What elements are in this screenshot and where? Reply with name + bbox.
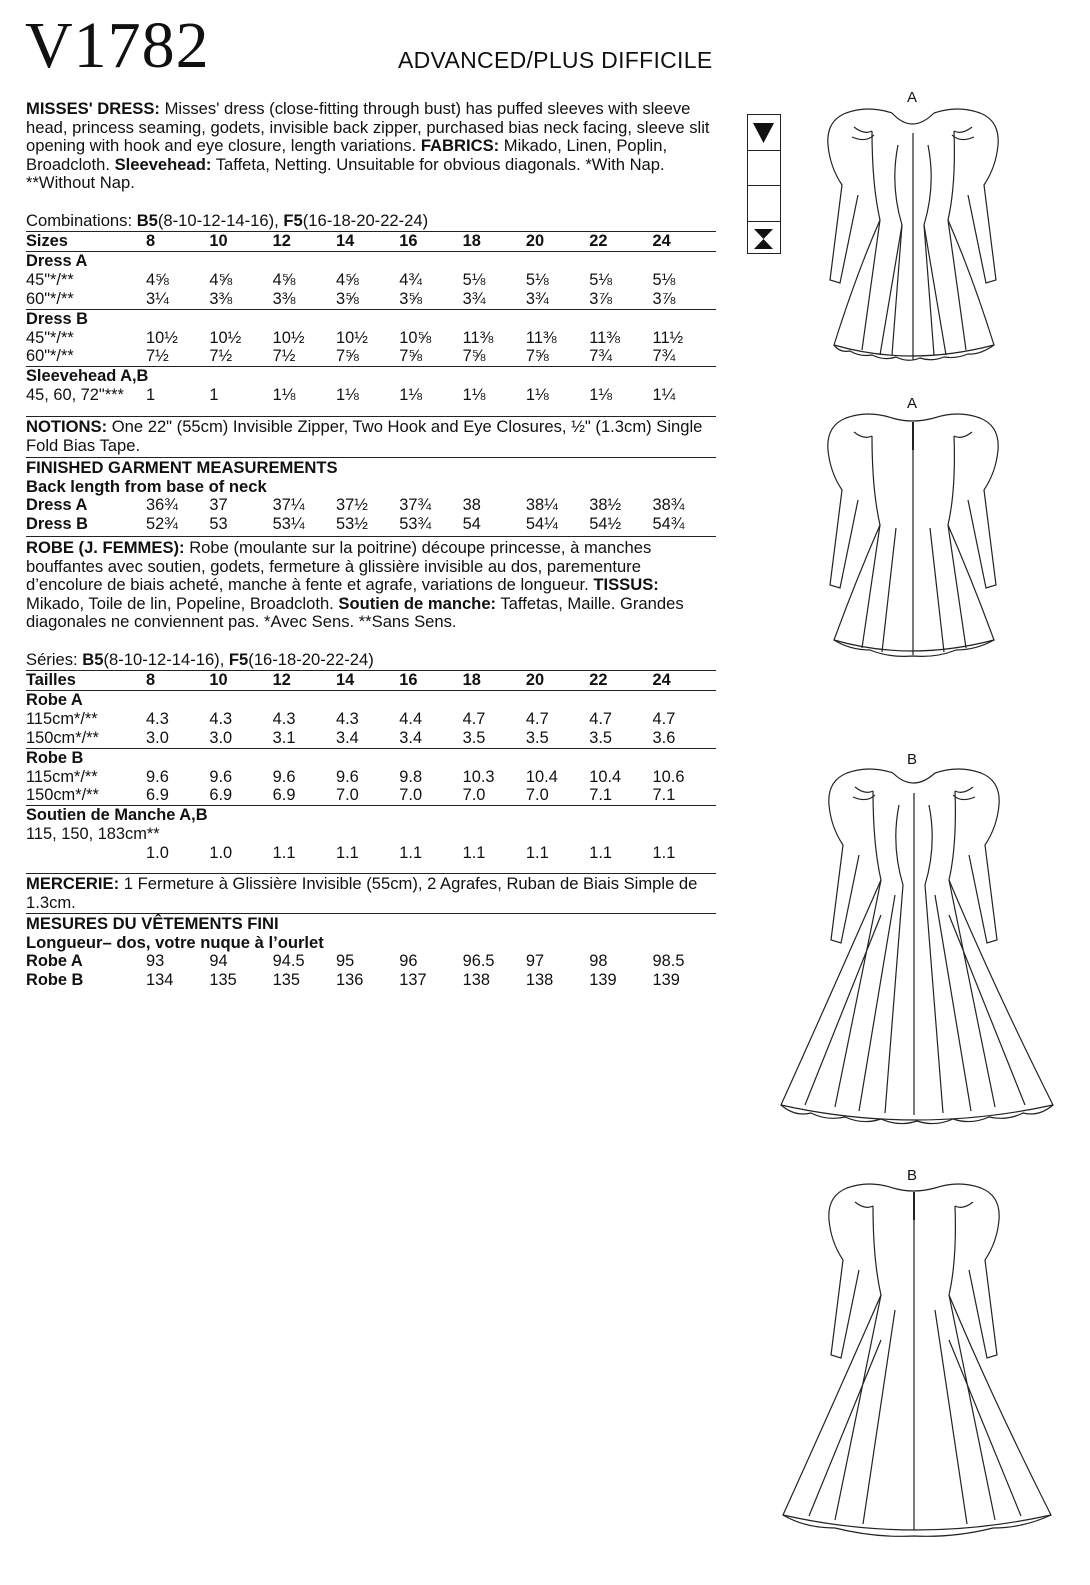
yardage-cell: 4.7 [525,709,549,728]
measurement-cell: 54¼ [525,514,558,533]
size-cell: 20 [526,671,589,691]
yardage-cell: 4¾ [399,270,423,289]
english-notions: NOTIONS: One 22" (55cm) Invisible Zipper, Two Hook and Eye Closures, ½" (1.3cm) Single Fold Bias Tape. [26,416,716,455]
group-title-row: Dress B [26,309,716,328]
size-cell: 8 [146,671,209,691]
yardage-cell: 7.0 [462,786,486,805]
yardage-cell: 7.1 [652,786,676,805]
measurement-cell: 138 [462,970,490,989]
english-description: MISSES' DRESS: Misses' dress (close-fitting through bust) has puffed sleeves with sleeve head, princess seaming, godets, invisible back zipper, purchased bias neck facing, sleeve slit opening with hook and eye closure, length variations. FABRICS: Mikado, Linen, Poplin, Broadcloth. Sleevehead: Taffeta, Netting. Unsuitable for obvious diagonals. *With Nap. **Without Nap. [26,99,710,193]
english-yardage-table [26,231,716,405]
yardage-cell: 3.5 [462,728,486,747]
yardage-row: 45"*/** 10½ 10½ 10½ 10½ 10⅝ 11⅜ 11⅜ 11⅜ 11½ [26,329,716,348]
size-cell: 12 [273,671,336,691]
figure-label: A [907,395,918,412]
yardage-cell: 1⅛ [462,386,486,405]
group-title-row: Robe B [26,748,716,767]
yardage-cell: 7½ [209,347,233,366]
yardage-cell: 4⅝ [209,270,233,289]
measurement-cell: 97 [525,952,545,970]
yardage-cell: 7.0 [525,786,549,805]
group-title-row: Dress A [26,251,716,270]
yardage-cell: 3¾ [525,289,549,308]
measurement-cell: 37¼ [272,496,305,514]
finished-row: Robe B 134 135 135 136 137 138 138 139 139 [26,971,716,990]
yardage-cell: 4.3 [272,709,296,728]
measurement-cell: 38½ [589,496,622,514]
dress-b-front-illustration [775,765,1060,1125]
group-title-row: Soutien de Manche A,B [26,806,716,825]
measurement-cell: 54¾ [652,514,685,533]
yardage-cell: 7⅝ [399,347,423,366]
yardage-cell: 9.6 [272,767,296,786]
yardage-cell: 10.3 [462,767,495,786]
measurement-cell: 36¾ [146,496,178,514]
yardage-cell: 10½ [335,328,368,347]
yardage-cell: 5⅛ [652,270,676,289]
measurement-cell: 134 [146,970,174,989]
yardage-cell: 4.7 [589,709,613,728]
measurement-cell: 38¼ [525,496,558,514]
yardage-cell: 10½ [272,328,305,347]
nap-down-arrow-icon [748,115,780,151]
yardage-cell: 10.4 [589,767,622,786]
finished-title: FINISHED GARMENT MEASUREMENTS [26,458,338,477]
measurement-cell: 53¾ [399,514,432,533]
yardage-cell: 1 [146,386,156,405]
yardage-cell [589,825,652,844]
dress-a-front-illustration [810,105,1020,380]
blank-cell [748,151,780,187]
yardage-cell: 11⅜ [462,328,494,347]
yardage-cell: 9.8 [399,767,423,786]
yardage-cell [653,825,716,844]
yardage-cell: 10½ [209,328,242,347]
yardage-cell: 7½ [272,347,296,366]
yardage-cell: 1.1 [525,844,549,863]
yardage-cell [463,825,526,844]
yardage-cell: 10½ [146,328,178,347]
finished-row: Robe A 93 94 94.5 95 96 96.5 97 98 98.5 [26,952,716,971]
size-cell: 12 [273,232,336,252]
english-section [26,100,716,193]
yardage-row: 115cm*/** 9.6 9.6 9.6 9.6 9.8 10.3 10.4 10.4 10.6 [26,768,716,787]
yardage-row: 60"*/** 3¼ 3⅜ 3⅜ 3⅝ 3⅝ 3¾ 3¾ 3⅞ 3⅞ [26,290,716,309]
yardage-cell: 10⅝ [399,328,432,347]
yardage-cell: 3.0 [209,728,233,747]
hourglass-icon [748,222,780,257]
yardage-cell: 7¾ [652,347,676,366]
measurement-cell: 38¾ [652,496,685,514]
measurement-cell: 53½ [335,514,368,533]
yardage-cell: 3¾ [462,289,486,308]
measurement-cell: 94.5 [272,952,305,970]
yardage-cell: 1.1 [399,844,423,863]
yardage-row: 45, 60, 72"*** 1 1 1⅛ 1⅛ 1⅛ 1⅛ 1⅛ 1⅛ 1¼ [26,386,716,405]
finished-row: Dress A 36¾ 37 37¼ 37½ 37¾ 38 38¼ 38½ 38¾ [26,496,716,515]
group-title-row: Robe A [26,690,716,709]
size-cell: 24 [653,671,716,691]
yardage-cell: 1⅛ [272,386,296,405]
blank-cell [748,186,780,222]
measurement-cell: 98.5 [652,952,685,970]
yardage-cell [399,825,462,844]
size-cell: 18 [463,232,526,252]
yardage-cell: 3.5 [589,728,613,747]
yardage-cell: 9.6 [146,767,169,786]
yardage-cell: 6.9 [146,786,169,805]
group-title-row: Sleevehead A,B [26,367,716,386]
dress-b-back-illustration [775,1180,1060,1540]
yardage-cell: 10.6 [652,767,685,786]
yardage-cell: 4⅝ [272,270,296,289]
yardage-cell: 4.3 [146,709,169,728]
yardage-row: 115cm*/** 4.3 4.3 4.3 4.3 4.4 4.7 4.7 4.7 4.7 [26,710,716,729]
size-cell: 10 [209,232,272,252]
yardage-cell: 7⅝ [335,347,359,366]
finished-subtitle: Longueur– dos, votre nuque à l’ourlet [26,933,324,952]
yardage-cell: 3⅜ [209,289,233,308]
size-cell: 24 [653,232,716,252]
measurement-cell: 138 [525,970,554,989]
measurement-cell: 139 [589,970,617,989]
yardage-cell: 1.1 [272,844,296,863]
measurement-cell: 93 [146,952,165,970]
yardage-row: 60"*/** 7½ 7½ 7½ 7⅝ 7⅝ 7⅝ 7⅝ 7¾ 7¾ [26,347,716,366]
yardage-cell [273,825,336,844]
yardage-cell: 1.1 [589,844,613,863]
yardage-cell: 3.4 [335,728,359,747]
size-cell: 8 [146,232,209,252]
figure-label: A [907,89,918,106]
yardage-cell: 7.0 [399,786,423,805]
size-cell: 16 [399,671,462,691]
yardage-cell: 10.4 [525,767,558,786]
sizes-header-row: Sizes 8 10 12 14 16 18 20 22 24 [26,232,716,252]
layout-symbols-box [747,114,781,254]
size-cell: 18 [463,671,526,691]
yardage-cell: 1⅛ [335,386,359,405]
size-cell: 16 [399,232,462,252]
yardage-cell: 6.9 [209,786,233,805]
difficulty-label: ADVANCED/PLUS DIFFICILE [398,47,713,73]
french-finished-measurements [26,913,716,990]
yardage-cell: 7.1 [589,786,613,805]
yardage-cell: 5⅛ [589,270,613,289]
yardage-cell: 7½ [146,347,169,366]
measurement-cell: 37¾ [399,496,432,514]
yardage-cell: 3¼ [146,289,169,308]
english-finished-measurements [26,457,716,534]
measurement-cell: 54 [462,514,481,533]
size-cell: 20 [526,232,589,252]
yardage-cell: 7.0 [335,786,359,805]
yardage-row: 150cm*/** 6.9 6.9 6.9 7.0 7.0 7.0 7.0 7.1 7.1 [26,786,716,805]
measurement-cell: 52¾ [146,514,178,533]
yardage-cell: 4.4 [399,709,423,728]
measurement-cell: 95 [335,952,355,970]
size-cell: 22 [589,232,652,252]
dress-a-back-illustration [810,410,1020,670]
yardage-cell [209,825,272,844]
yardage-cell: 4.7 [462,709,486,728]
yardage-cell: 7¾ [589,347,613,366]
french-notions: MERCERIE: 1 Fermeture à Glissière Invisible (55cm), 2 Agrafes, Ruban de Biais Simple de 1.3cm. [26,873,716,912]
yardage-cell: 7⅝ [525,347,549,366]
yardage-cell: 3⅝ [399,289,423,308]
finished-row: Dress B 52¾ 53 53¼ 53½ 53¾ 54 54¼ 54½ 54¾ [26,515,716,534]
measurement-cell: 94 [209,952,228,970]
yardage-cell: 3.1 [272,728,296,747]
figure-label: B [907,1167,918,1184]
measurement-cell: 53¼ [272,514,305,533]
yardage-cell: 5⅛ [525,270,549,289]
yardage-cell: 9.6 [209,767,233,786]
yardage-cell: 1⅛ [399,386,423,405]
yardage-cell [526,825,589,844]
measurement-cell: 135 [272,970,301,989]
yardage-row [26,844,716,863]
yardage-cell: 4.7 [652,709,676,728]
yardage-row: 150cm*/** 3.0 3.0 3.1 3.4 3.4 3.5 3.5 3.5 3.6 [26,729,716,748]
yardage-row: 45"*/** 4⅝ 4⅝ 4⅝ 4⅝ 4¾ 5⅛ 5⅛ 5⅛ 5⅛ [26,271,716,290]
measurement-cell: 96 [399,952,418,970]
yardage-row: 115, 150, 183cm** [26,825,716,844]
yardage-cell: 1.0 [146,844,169,863]
measurement-cell: 96.5 [462,952,495,970]
yardage-cell: 3.6 [652,728,676,747]
finished-subtitle: Back length from base of neck [26,477,267,496]
yardage-cell: 1.1 [652,844,676,863]
yardage-cell: 1 [209,386,219,405]
yardage-cell: 1.1 [462,844,486,863]
yardage-cell: 1.0 [209,844,233,863]
yardage-cell: 7⅝ [462,347,486,366]
yardage-cell: 3⅝ [335,289,359,308]
measurement-cell: 53 [209,514,228,533]
finished-title: MESURES DU VÊTEMENTS FINI [26,914,279,933]
yardage-cell: 5⅛ [462,270,486,289]
measurement-cell: 136 [335,970,364,989]
yardage-cell: 4⅝ [146,270,169,289]
yardage-cell: 1⅛ [589,386,613,405]
yardage-cell: 4⅝ [335,270,359,289]
yardage-cell: 11½ [652,328,684,347]
measurement-cell: 37½ [335,496,368,514]
french-description: ROBE (J. FEMMES): Robe (moulante sur la poitrine) découpe princesse, à manches bouffantes avec soutien, godets, fermeture à glissière invisible au dos, parementure d’encolure de biais acheté, manche à fente et agrafe, variations de longueur. TISSUS: Mikado, Toile de lin, Popeline, Broadcloth. Soutien de manche: Taffetas, Maille. Grandes diagonales ne conviennent pas. *Avec Sens. **Sans Sens. [26,538,684,632]
yardage-cell [336,825,399,844]
measurement-cell: 135 [209,970,237,989]
size-cell: 14 [336,671,399,691]
measurement-cell: 54½ [589,514,622,533]
french-section [26,536,716,632]
yardage-cell: 11⅜ [525,328,557,347]
measurement-cell: 137 [399,970,427,989]
yardage-cell: 3.4 [399,728,423,747]
yardage-cell: 3⅜ [272,289,296,308]
yardage-cell: 6.9 [272,786,296,805]
yardage-cell: 3⅞ [589,289,613,308]
yardage-cell: 1.1 [335,844,359,863]
measurement-cell: 139 [652,970,680,989]
english-combinations: Combinations: B5(8-10-12-14-16), F5(16-18-20-22-24) [26,211,429,230]
pattern-number: V1782 [25,9,210,82]
yardage-cell: 3⅞ [652,289,676,308]
measurement-cell: 98 [589,952,608,970]
size-cell: 22 [589,671,652,691]
yardage-cell: 4.3 [335,709,359,728]
size-cell: 14 [336,232,399,252]
yardage-cell: 1⅛ [525,386,549,405]
yardage-cell: 9.6 [335,767,359,786]
size-cell: 10 [209,671,272,691]
french-combinations: Séries: B5(8-10-12-14-16), F5(16-18-20-22-24) [26,650,374,669]
yardage-cell: 3.0 [146,728,169,747]
french-yardage-table [26,670,716,863]
sizes-header-row: Tailles 8 10 12 14 16 18 20 22 24 [26,671,716,691]
yardage-cell: 11⅜ [589,328,620,347]
yardage-cell: 3.5 [525,728,549,747]
yardage-cell: 4.3 [209,709,233,728]
yardage-cell: 1¼ [652,386,676,405]
measurement-cell: 38 [462,496,481,514]
measurement-cell: 37 [209,496,228,514]
figure-label: B [907,751,918,768]
